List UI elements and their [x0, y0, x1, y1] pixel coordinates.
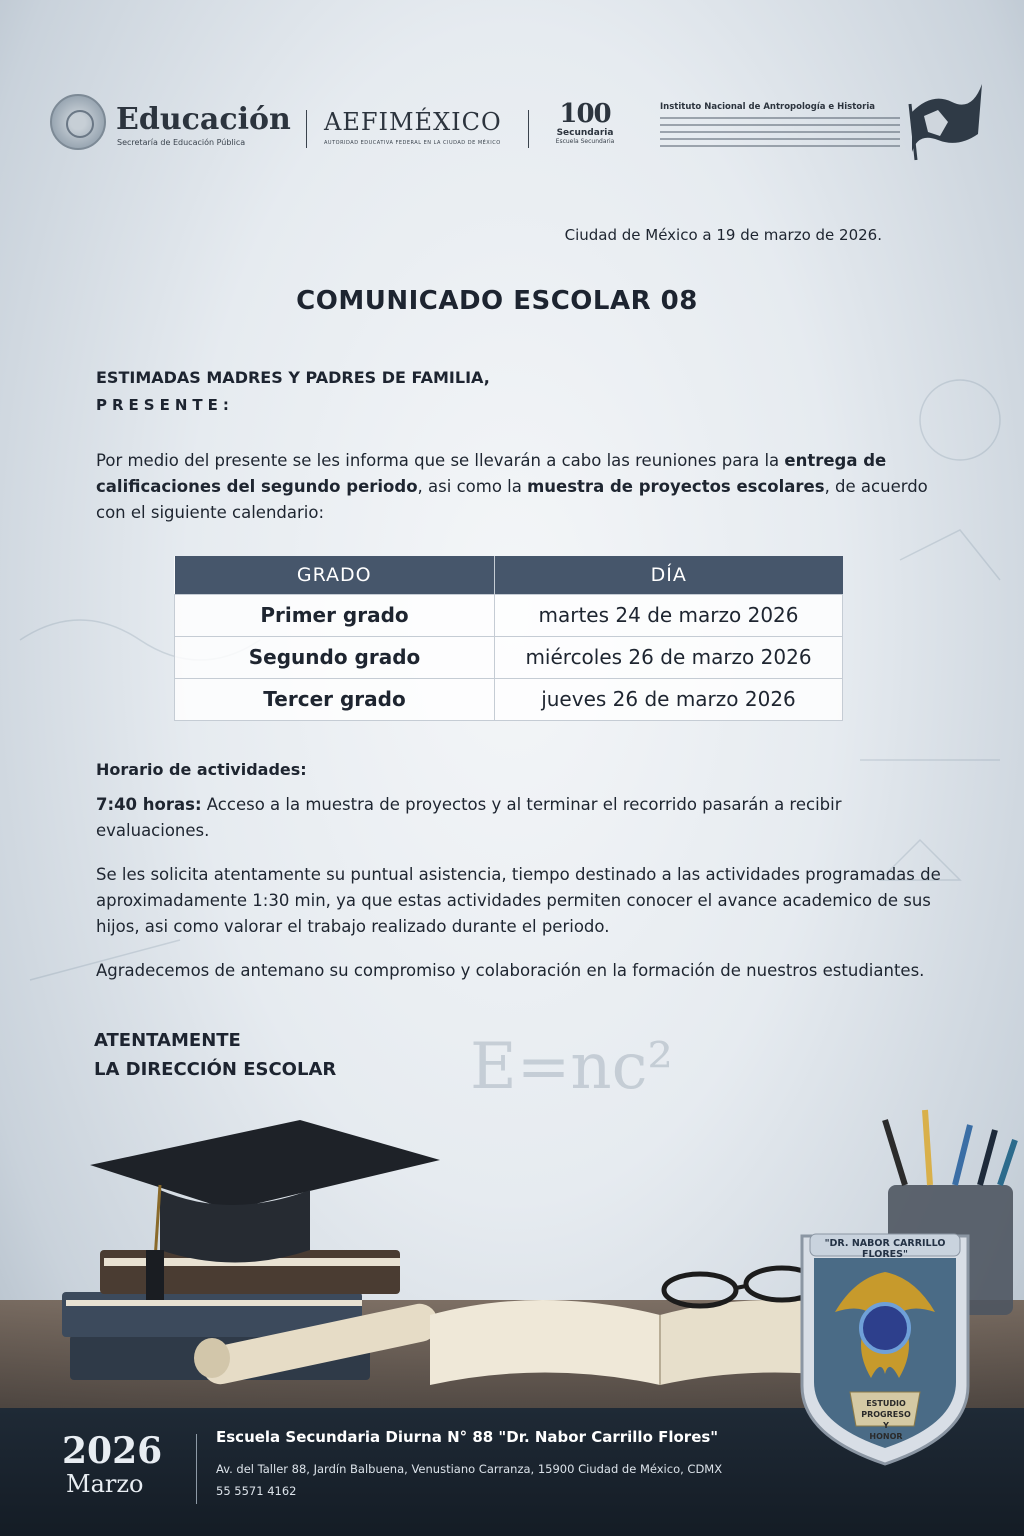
aefi-logo-title: AEFIMÉXICO [324, 108, 502, 136]
table-row [175, 594, 843, 636]
salutation: ESTIMADAS MADRES Y PADRES DE FAMILIA, [96, 368, 490, 387]
day-cell: miércoles 26 de marzo 2026 [495, 636, 843, 678]
activities-text [96, 792, 946, 844]
grade-cell: Tercer grado [175, 678, 495, 720]
intro-text: Por medio del presente se les informa que se llevarán a cabo las reuniones para la [96, 451, 785, 470]
intro-text: , de acuerdo con el siguiente calendario: [96, 477, 928, 522]
mexico-seal-icon [50, 94, 106, 150]
footer-divider [196, 1434, 197, 1504]
activities-heading: Horario de actividades: [96, 760, 307, 779]
footer-school-name: Escuela Secundaria Diurna N° 88 "Dr. Nabor Carrillo Flores" [216, 1428, 719, 1446]
footer-year: 2026 [62, 1430, 163, 1472]
sep-logo-title: Educación [116, 102, 291, 137]
inah-title: Instituto Nacional de Antropología e Historia [660, 102, 875, 112]
school-crest [796, 1232, 974, 1468]
centenario-label: Secundaria [556, 128, 614, 138]
aefi-logo-subtitle: AUTORIDAD EDUCATIVA FEDERAL EN LA CIUDAD DE MÉXICO [324, 140, 501, 146]
thanks-paragraph: Agradecemos de antemano su compromiso y colaboración en la formación de nuestros estudiantes. [96, 961, 925, 980]
centenario-number: 100 [559, 99, 611, 129]
crest-motto-line: Y [883, 1421, 889, 1430]
day-cell: jueves 26 de marzo 2026 [495, 678, 843, 720]
centenario-logo [550, 100, 620, 145]
inah-fine-print [660, 117, 900, 147]
grade-cell: Segundo grado [175, 636, 495, 678]
footer-month: Marzo [66, 1470, 144, 1498]
centenario-sub: Escuela Secundaria [555, 138, 615, 145]
attendance-paragraph: Se les solicita atentamente su puntual asistencia, tiempo destinado a las actividades programadas de aproximadamente 1:30 min, ya que estas actividades permiten conocer el avance academico de sus hijos, asi como valorar el trabajo realizado durante el periodo. [96, 865, 941, 936]
header-logos [50, 92, 990, 182]
intro-bold-grades: entrega de calificaciones del segundo periodo [96, 451, 887, 496]
presente-line: PRESENTE: [96, 396, 234, 414]
intro-paragraph [96, 448, 936, 526]
signoff-line-2: LA DIRECCIÓN ESCOLAR [94, 1059, 337, 1080]
crest-motto-line: PROGRESO [861, 1410, 911, 1419]
activities-description: Acceso a la muestra de proyectos y al terminar el recorrido pasarán a recibir evaluaciones. [96, 795, 842, 840]
inah-flag-icon [902, 82, 988, 162]
letter-date: Ciudad de México a 19 de marzo de 2026. [564, 226, 882, 244]
footer-address: Av. del Taller 88, Jardín Balbuena, Venustiano Carranza, 15900 Ciudad de México, CDMX [216, 1462, 723, 1476]
footer-phone: 55 5571 4162 [216, 1484, 297, 1498]
crest-banner: "DR. NABOR CARRILLO FLORES" [824, 1238, 946, 1260]
crest-motto [840, 1398, 932, 1442]
day-cell: martes 24 de marzo 2026 [495, 594, 843, 636]
table-row [175, 678, 843, 720]
schedule-table [174, 556, 843, 721]
intro-bold-projects: muestra de proyectos escolares [527, 477, 825, 496]
signoff [94, 1026, 336, 1084]
signoff-line-1: ATENTAMENTE [94, 1030, 241, 1051]
logo-divider [528, 110, 529, 148]
chalkboard-formula: E=nc² [470, 1030, 674, 1104]
table-header-row [175, 556, 843, 594]
table-row [175, 636, 843, 678]
activities-time: 7:40 horas: [96, 795, 202, 814]
logo-divider [306, 110, 307, 148]
intro-text: , asi como la [417, 477, 528, 496]
page-title: COMUNICADO ESCOLAR 08 [296, 286, 698, 316]
column-header-day: DÍA [495, 556, 843, 594]
inah-logo-text [660, 102, 900, 152]
crest-motto-line: HONOR [869, 1432, 903, 1441]
crest-motto-line: ESTUDIO [866, 1399, 906, 1408]
column-header-grade: GRADO [175, 556, 495, 594]
sep-logo-subtitle: Secretaría de Educación Pública [117, 138, 246, 147]
grade-cell: Primer grado [175, 594, 495, 636]
